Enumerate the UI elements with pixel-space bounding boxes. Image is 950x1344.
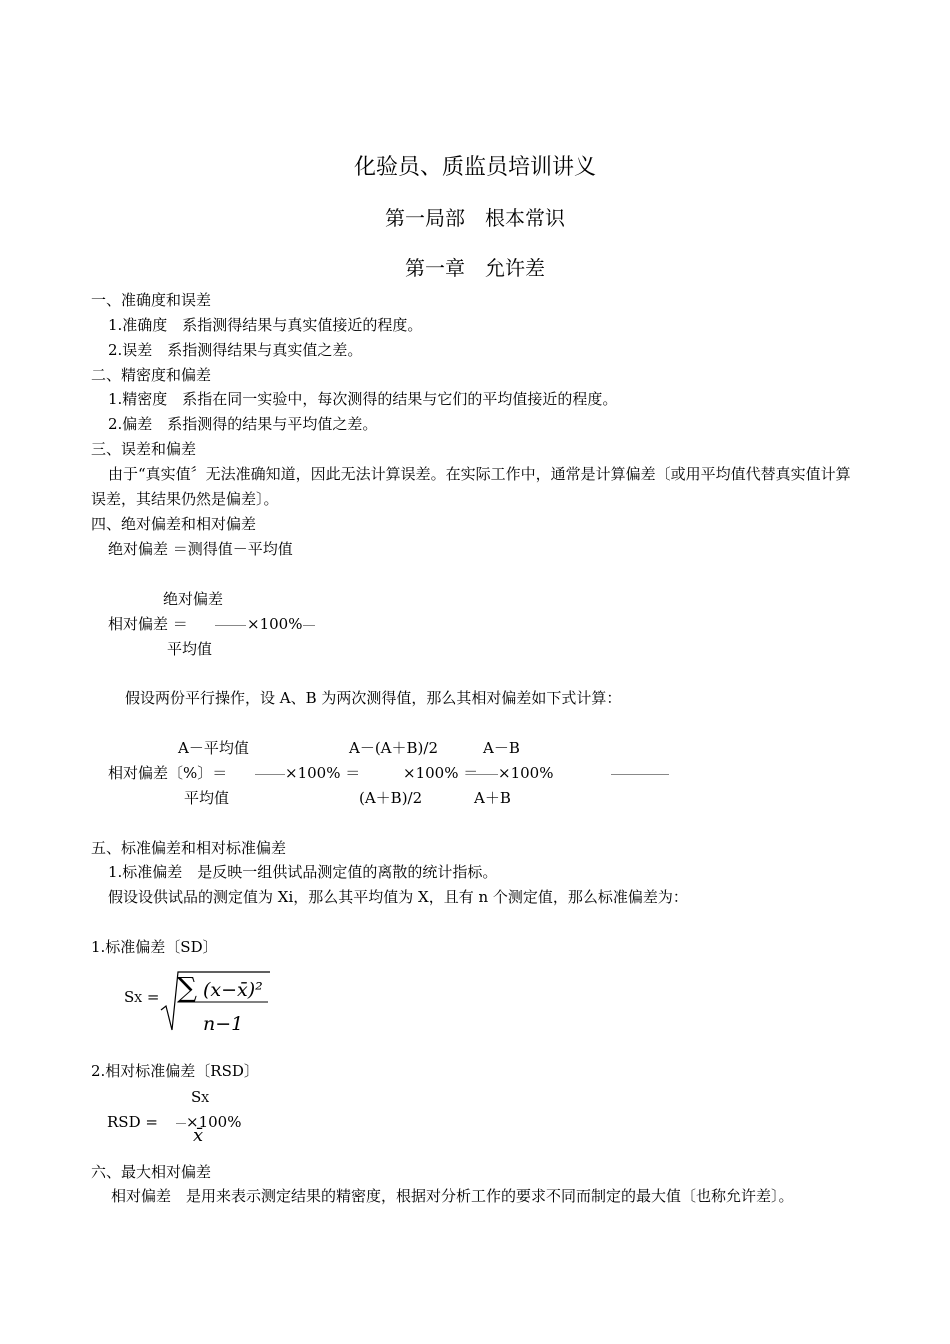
formula-numerator-1: A－平均值 [178, 739, 249, 757]
formula-numerator-3: A－B [483, 739, 520, 757]
relative-deviation-multiplier: ×100% [247, 615, 303, 633]
sd-lhs: SX = [124, 988, 160, 1006]
rsd-denominator: x̄ [193, 1125, 204, 1146]
section-2-item-2: 2.偏差 系指测得的结果与平均值之差。 [108, 415, 378, 433]
formula-denominator-2: (A＋B)/2 [359, 789, 423, 807]
chapter-heading: 第一章 允许差 [405, 256, 545, 280]
section-5-heading: 五、标准偏差和相对标准偏差 [91, 839, 287, 857]
section-3-paragraph: 由于“真实值〞无法准确知道，因此无法计算误差。在实际工作中，通常是计算偏差〔或用平均值代替真实值计算误差，其结果仍然是偏差〕。 [91, 465, 851, 508]
fraction-bar [466, 774, 498, 775]
formula-multiplier-3: ×100% [498, 764, 554, 782]
formula-numerator-2: A－(A＋B)/2 [349, 739, 438, 757]
formula-lhs: 相对偏差〔%〕＝ [108, 764, 228, 782]
formula-multiplier-2: ×100% ＝ [403, 764, 479, 782]
section-1-heading: 一、准确度和误差 [91, 291, 212, 309]
formula-denominator-1: 平均值 [184, 789, 230, 807]
relative-deviation-denominator: 平均值 [167, 640, 213, 658]
formula-multiplier-1: ×100% ＝ [285, 764, 361, 782]
section-2-item-1: 1.精密度 系指在同一实验中，每次测得的结果与它们的平均值接近的程度。 [108, 390, 618, 408]
document-title: 化验员、质监员培训讲义 [353, 155, 596, 180]
absolute-deviation-formula: 绝对偏差 ＝测得值－平均值 [108, 540, 293, 558]
section-2-heading: 二、精密度和偏差 [91, 366, 212, 384]
section-3-heading: 三、误差和偏差 [91, 440, 197, 458]
part-heading: 第一局部 根本常识 [385, 206, 565, 230]
fraction-bar [176, 1123, 186, 1124]
formula-denominator-3: A＋B [474, 789, 511, 807]
parallel-operation-intro: 假设两份平行操作，设 A、B 为两次测得值，那么其相对偏差如下式计算： [125, 689, 622, 707]
section-6-paragraph: 相对偏差 是用来表示测定结果的精密度，根据对分析工作的要求不同而制定的最大值〔也称允许差〕。 [111, 1187, 794, 1205]
fraction-bar [611, 774, 669, 775]
sd-numerator-term: (x−x̄)² [203, 979, 263, 1001]
relative-deviation-numerator: 绝对偏差 [163, 590, 224, 608]
sum-symbol: ∑ [177, 971, 197, 1004]
rsd-numerator: SX [191, 1088, 210, 1106]
section-1-item-1: 1.准确度 系指测得结果与真实值接近的程度。 [108, 316, 423, 334]
rsd-lhs: RSD = [107, 1113, 158, 1131]
relative-deviation-lhs: 相对偏差 ＝ [108, 615, 188, 633]
section-1-item-2: 2.误差 系指测得结果与真实值之差。 [108, 341, 363, 359]
section-5-item-1: 1.标准偏差 是反映一组供试品测定值的离散的统计指标。 [108, 863, 498, 881]
rsd-title: 2.相对标准偏差〔RSD〕 [91, 1062, 259, 1080]
section-4-heading: 四、绝对偏差和相对偏差 [91, 515, 257, 533]
section-5-item-2: 假设设供试品的测定值为 Xi，那么其平均值为 X，且有 n 个测定值，那么标准偏差为： [108, 888, 688, 906]
section-6-heading: 六、最大相对偏差 [91, 1163, 212, 1181]
rsd-multiplier: ×100% [186, 1113, 242, 1131]
sd-denominator: n−1 [203, 1013, 244, 1035]
sd-title: 1.标准偏差〔SD〕 [91, 938, 218, 956]
